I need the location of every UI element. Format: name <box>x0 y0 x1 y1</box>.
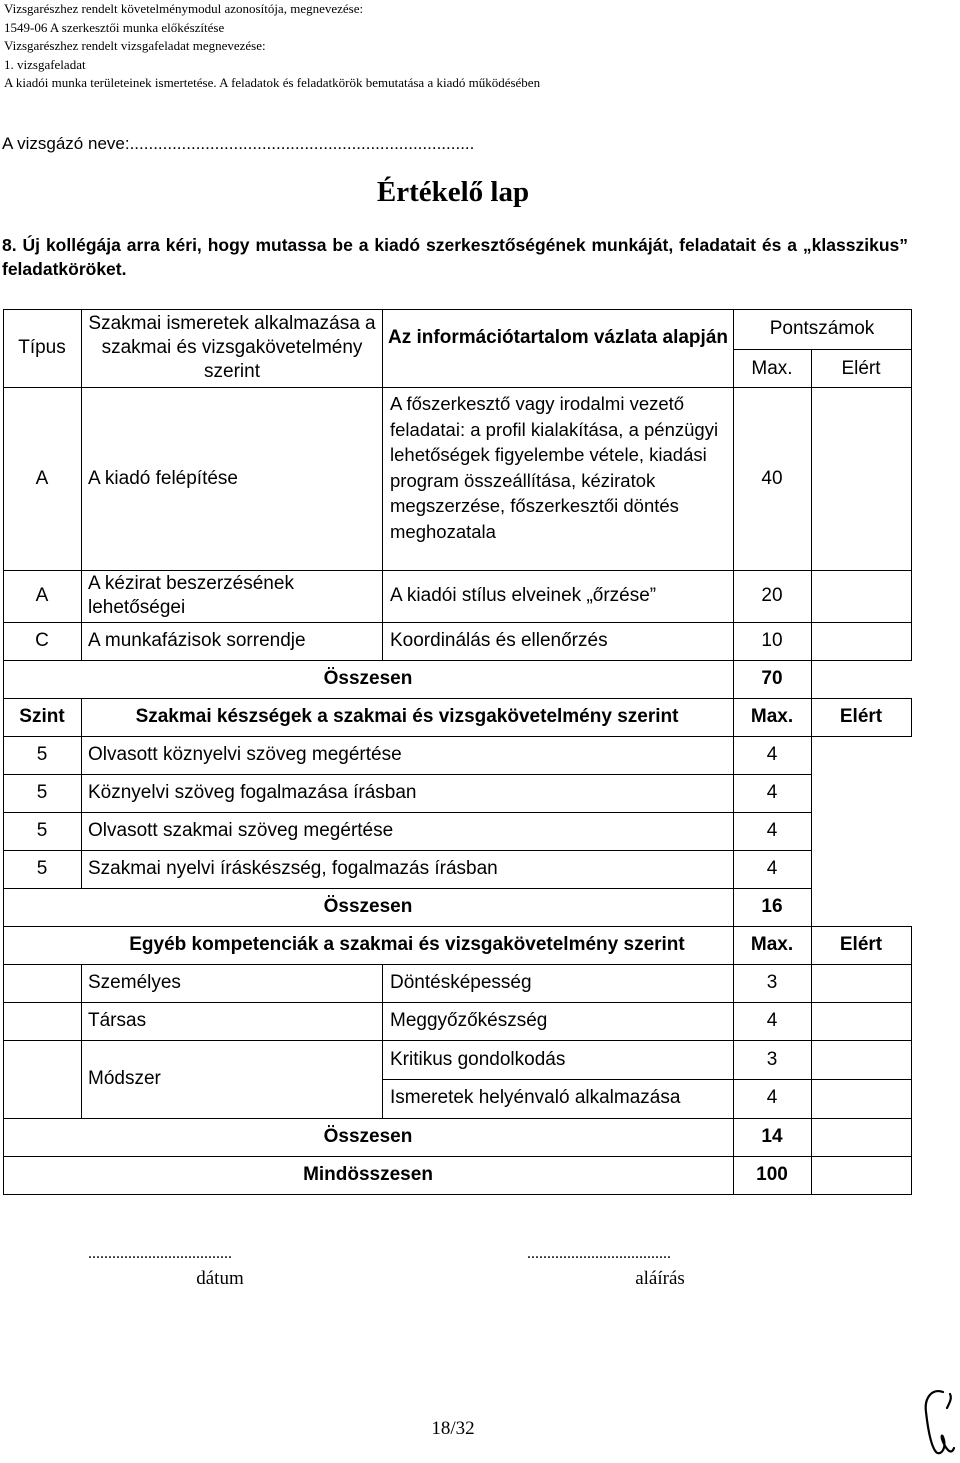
header-line-4: 1. vizsgafeladat <box>4 56 86 72</box>
competence-group-szemelyes: Személyes <box>88 972 181 993</box>
competence-row-2-max: 4 <box>766 1010 778 1031</box>
row3-info: Koordinálás és ellenőrzés <box>390 630 608 651</box>
row2-tipus: A <box>35 585 49 606</box>
column-header-elert-3: Elért <box>839 934 883 955</box>
table2-total-label: Összesen <box>323 896 413 917</box>
column-header-kompetenciak: Egyéb kompetenciák a szakmai és vizsgakövetelmény szerint <box>129 934 685 955</box>
skill-row-1-label: Olvasott köznyelvi szöveg megértése <box>88 744 402 765</box>
table3-total-value: 14 <box>761 1126 783 1147</box>
table1-total-value: 70 <box>761 668 783 689</box>
competence-row-3-max: 3 <box>766 1049 778 1070</box>
date-dots[interactable]: .................................... <box>88 1245 232 1262</box>
skill-row-4-label: Szakmai nyelvi íráskészség, fogalmazás írásban <box>88 858 498 879</box>
header-line-5: A kiadói munka területeinek ismertetése. A feladatok és feladatkörök bemutatása a kiadó működésében <box>4 75 541 91</box>
skill-row-2-szint: 5 <box>36 782 48 803</box>
column-header-elert-2: Elért <box>839 706 883 727</box>
table2-total-value: 16 <box>761 896 783 917</box>
competence-row-1-max: 3 <box>766 972 778 993</box>
row3-szakmai: A munkafázisok sorrendje <box>88 630 306 651</box>
competence-row-4-label: Ismeretek helyénvaló alkalmazása <box>390 1087 681 1108</box>
competence-group-modszer: Módszer <box>88 1068 161 1089</box>
row1-tipus: A <box>35 468 49 489</box>
signature-dots[interactable]: .................................... <box>527 1245 671 1262</box>
page-number: 18/32 <box>431 1418 475 1439</box>
skill-row-4-max: 4 <box>766 858 778 879</box>
column-header-keszsegek: Szakmai készségek a szakmai és vizsgakövetelmény szerint <box>135 706 679 727</box>
row1-elert-cell[interactable] <box>812 388 911 570</box>
column-header-tipus: Típus <box>18 337 66 358</box>
competence-row-1-label: Döntésképesség <box>390 972 532 993</box>
competence-row-4-max: 4 <box>766 1087 778 1108</box>
skill-row-1-szint: 5 <box>36 744 48 765</box>
competence-row-2-label: Meggyőzőkészség <box>390 1010 548 1031</box>
date-label: dátum <box>196 1268 244 1289</box>
skill-row-1-max: 4 <box>766 744 778 765</box>
skill-row-4-szint: 5 <box>36 858 48 879</box>
row2-szakmai: A kézirat beszerzésének lehetőségei <box>88 573 294 618</box>
row3-elert-cell[interactable] <box>812 623 911 660</box>
grand-total-label: Mindösszesen <box>303 1164 433 1185</box>
skill-row-3-label: Olvasott szakmai szöveg megértése <box>88 820 394 841</box>
row1-info: A főszerkesztő vagy irodalmi vezető feladatai: a profil kialakítása, a pénzügyi lehetőségek figyelembe vétele, kiadási program összeállítása, kéziratok megszerzése, főszerkesztői döntés meghozatala <box>390 393 719 542</box>
header-line-2: 1549-06 A szerkesztői munka előkészítése <box>4 19 225 35</box>
column-header-max: Max. <box>751 358 793 379</box>
row3-max: 10 <box>761 630 783 651</box>
skill-row-2-label: Köznyelvi szöveg fogalmazása írásban <box>88 782 417 803</box>
skill-row-2-max: 4 <box>766 782 778 803</box>
task-description: 8. Új kollégája arra kéri, hogy mutassa be a kiadó szerkesztőségének munkáját, feladatait és a „klasszikus” feladatköröket. <box>2 235 908 279</box>
table3-total-label: Összesen <box>323 1126 413 1147</box>
column-header-szakmai: Szakmai ismeretek alkalmazása a szakmai és vizsgakövetelmény szerint <box>88 313 376 382</box>
grand-total-value: 100 <box>756 1164 788 1185</box>
column-header-info: Az információtartalom vázlata alapján <box>388 327 728 348</box>
row1-max: 40 <box>761 468 783 489</box>
column-header-max-3: Max. <box>750 934 794 955</box>
row3-tipus: C <box>35 630 49 651</box>
competence-row-3-label: Kritikus gondolkodás <box>390 1049 566 1070</box>
table1-total-label: Összesen <box>323 668 413 689</box>
skill-row-3-szint: 5 <box>36 820 48 841</box>
column-header-pontszamok: Pontszámok <box>769 318 875 339</box>
header-line-1: Vizsgarészhez rendelt követelménymodul azonosítója, megnevezése: <box>4 1 364 16</box>
column-header-max-2: Max. <box>750 706 794 727</box>
header-line-3: Vizsgarészhez rendelt vizsgafeladat megnevezése: <box>4 38 266 54</box>
signature-label: aláírás <box>635 1268 685 1289</box>
row2-info: A kiadói stílus elveinek „őrzése” <box>390 585 657 606</box>
examinee-name-field[interactable]: A vizsgázó neve:......................................................................... <box>2 134 475 153</box>
document-header <box>4 0 540 93</box>
page-title: Értékelő lap <box>376 176 530 208</box>
column-header-elert: Elért <box>841 358 881 379</box>
column-header-szint: Szint <box>19 706 65 727</box>
row1-szakmai: A kiadó felépítése <box>88 468 238 489</box>
skill-row-3-max: 4 <box>766 820 778 841</box>
row2-elert-cell[interactable] <box>812 571 911 622</box>
competence-group-tarsas: Társas <box>88 1010 147 1031</box>
row2-max: 20 <box>761 585 783 606</box>
